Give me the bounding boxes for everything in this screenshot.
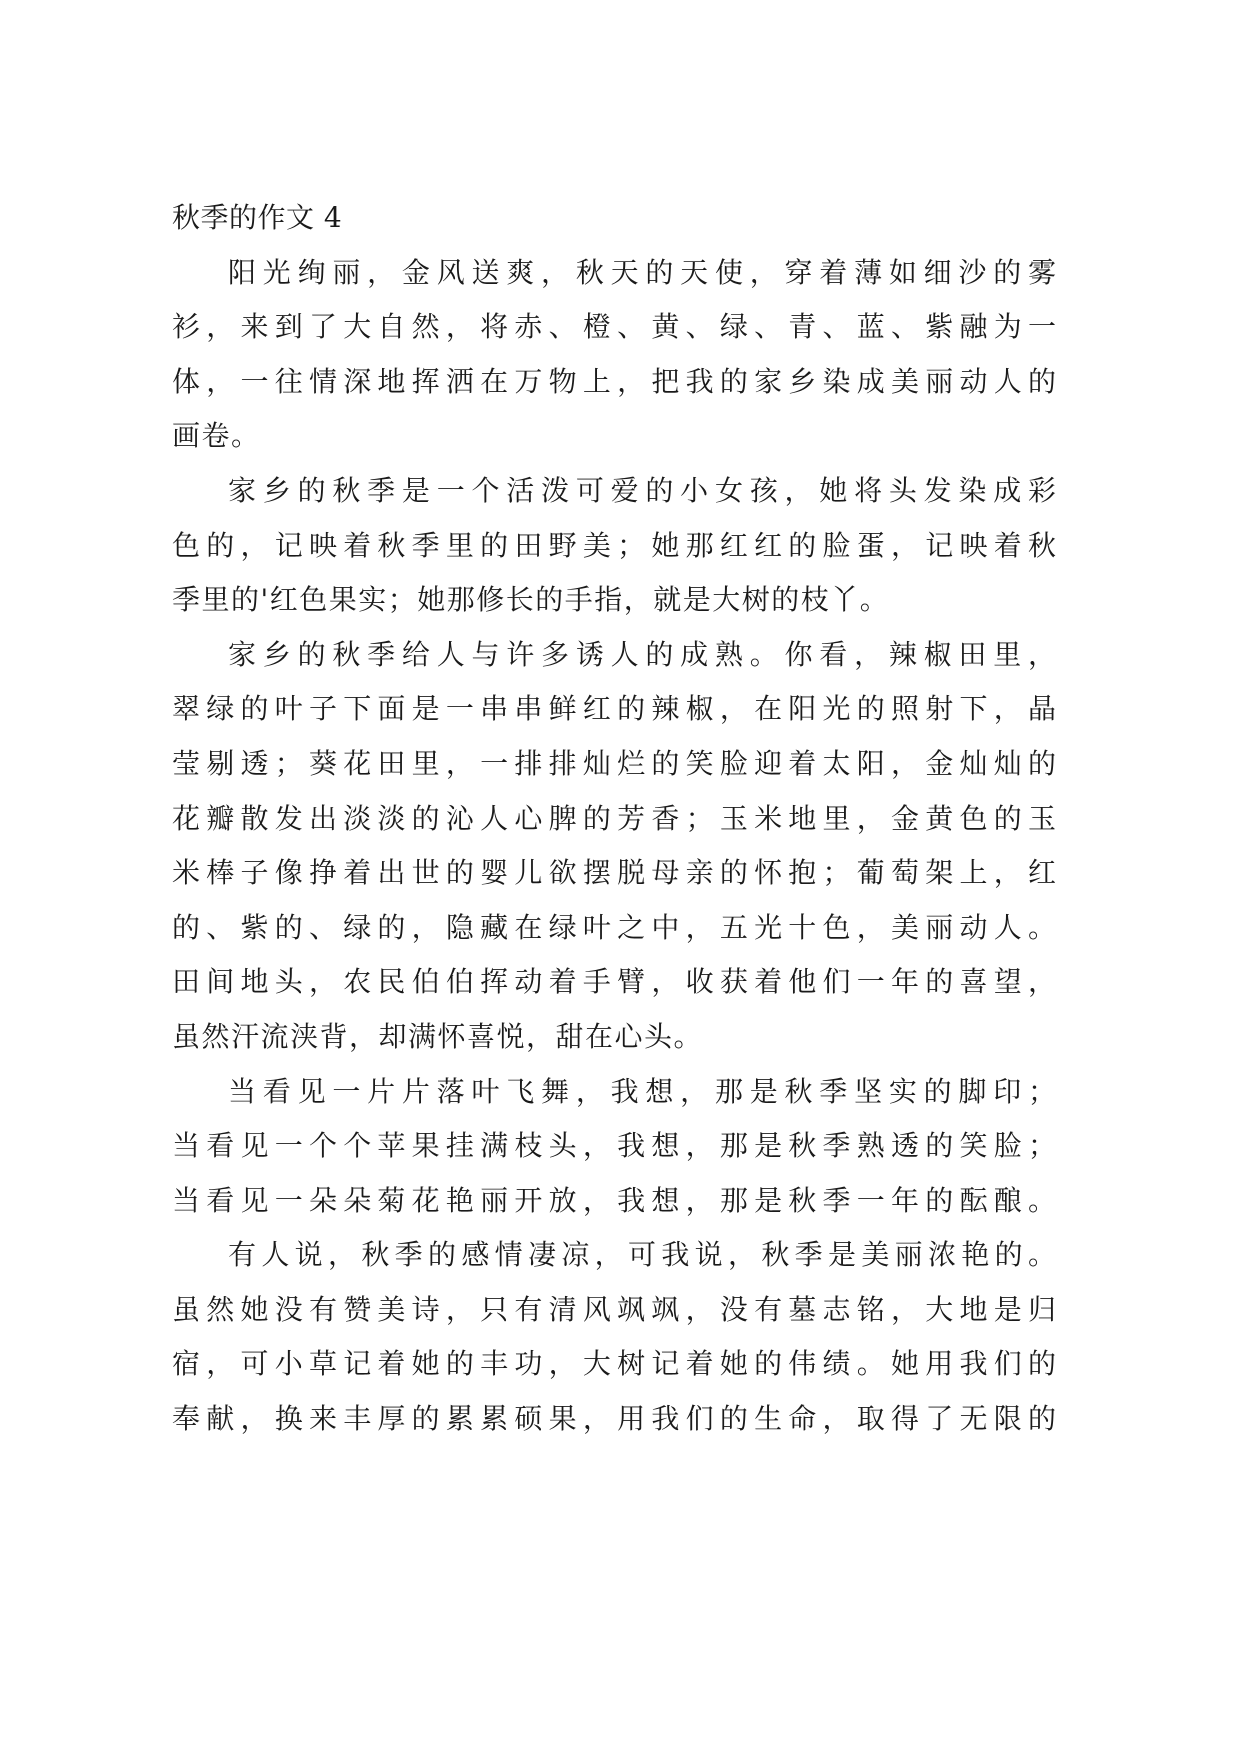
paragraph-line: 虽然她没有赞美诗，只有清风飒飒，没有墓志铭，大地是归 xyxy=(172,1292,1056,1326)
paragraph xyxy=(172,246,1056,464)
paragraph-line: 当看见一片片落叶飞舞，我想，那是秋季坚实的脚印； xyxy=(228,1074,1056,1108)
paragraph-line: 画卷。 xyxy=(172,419,261,453)
paragraph-line: 有人说，秋季的感情凄凉，可我说，秋季是美丽浓艳的。 xyxy=(228,1238,1056,1272)
paragraph-line: 虽然汗流浃背，却满怀喜悦，甜在心头。 xyxy=(172,1019,704,1053)
paragraph-line: 体，一往情深地挥洒在万物上，把我的家乡染成美丽动人的 xyxy=(172,364,1056,398)
paragraph-line: 当看见一个个苹果挂满枝头，我想，那是秋季熟透的笑脸； xyxy=(172,1129,1056,1163)
paragraph xyxy=(172,628,1056,1065)
paragraph-line: 米棒子像挣着出世的婴儿欲摆脱母亲的怀抱；葡萄架上，红 xyxy=(172,856,1056,890)
paragraph-line: 翠绿的叶子下面是一串串鲜红的辣椒，在阳光的照射下，晶 xyxy=(172,692,1056,726)
paragraph-line: 当看见一朵朵菊花艳丽开放，我想，那是秋季一年的酝酿。 xyxy=(172,1183,1056,1217)
paragraph-line: 家乡的秋季是一个活泼可爱的小女孩，她将头发染成彩 xyxy=(228,473,1056,507)
paragraph-line: 的、紫的、绿的，隐藏在绿叶之中，五光十色，美丽动人。 xyxy=(172,910,1056,944)
paragraph-line: 花瓣散发出淡淡的沁人心脾的芳香；玉米地里，金黄色的玉 xyxy=(172,801,1056,835)
paragraph xyxy=(172,1228,1056,1446)
document-title: 秋季的作文 4 xyxy=(172,201,343,234)
paragraph-line: 宿，可小草记着她的丰功，大树记着她的伟绩。她用我们的 xyxy=(172,1347,1056,1381)
paragraph-line: 家乡的秋季给人与许多诱人的成熟。你看，辣椒田里， xyxy=(228,637,1056,671)
paragraph-line: 田间地头，农民伯伯挥动着手臂，收获着他们一年的喜望， xyxy=(172,965,1056,999)
paragraph-line: 色的，记映着秋季里的田野美；她那红红的脸蛋，记映着秋 xyxy=(172,528,1056,562)
paragraph-line: 衫，来到了大自然，将赤、橙、黄、绿、青、蓝、紫融为一 xyxy=(172,310,1056,344)
paragraph xyxy=(172,464,1056,628)
paragraph-line: 阳光绚丽，金风送爽，秋天的天使，穿着薄如细沙的雾 xyxy=(228,255,1056,289)
paragraph-line: 莹剔透；葵花田里，一排排灿烂的笑脸迎着太阳，金灿灿的 xyxy=(172,746,1056,780)
document-body xyxy=(172,191,1056,1447)
paragraph-line: 奉献，换来丰厚的累累硕果，用我们的生命，取得了无限的 xyxy=(172,1402,1056,1436)
paragraph-line: 季里的'红色果实；她那修长的手指，就是大树的枝丫。 xyxy=(172,583,890,617)
paragraph xyxy=(172,1065,1056,1229)
